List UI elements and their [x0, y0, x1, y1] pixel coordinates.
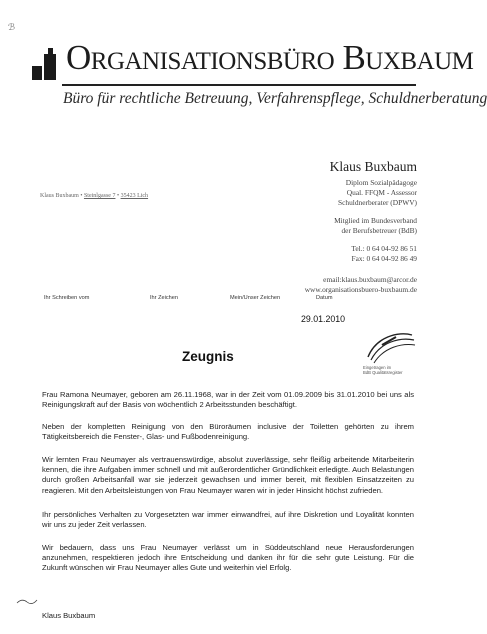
your-letter-label: Ihr Schreiben vom	[44, 295, 90, 301]
your-reference-label: Ihr Zeichen	[150, 295, 178, 301]
body-paragraph: Frau Ramona Neumayer, geboren am 26.11.1968, war in der Zeit vom 01.09.2009 bis 31.01.2010 bei uns als Reinigungskraft auf der Basis von wöchentlich 2 Arbeitsstunden beschäftigt.	[42, 390, 414, 410]
sender-email: email:klaus.buxbaum@arcor.de	[323, 275, 417, 284]
return-address-city: 35423 Lich	[120, 193, 149, 199]
return-address	[40, 193, 148, 199]
body-paragraph: Wir bedauern, dass uns Frau Neumayer verlässt um in Süddeutschland neue Herausforderungen anzunehmen, respektieren jedoch ihre Entscheidung und danken ihr für die sehr gute Leistung. Für die Zukunft wünschen wir Frau Neumayer alles Gute und weiterhin viel Erfolg.	[42, 543, 414, 573]
sender-membership: der Berufsbetreuer (BdB)	[341, 226, 417, 235]
sender-fax: Fax: 0 64 04-92 86 49	[351, 254, 417, 263]
tagline: Büro für rechtliche Betreuung, Verfahrenspflege, Schuldnerberatung	[63, 90, 487, 107]
document-date: 29.01.2010	[301, 314, 346, 324]
quality-seal-icon	[362, 327, 418, 367]
header-rule	[62, 84, 416, 86]
sender-website: www.organisationsbuero-buxbaum.de	[304, 285, 417, 294]
sender-name: Klaus Buxbaum	[329, 159, 417, 174]
return-address-street: Steinlgasse 7	[83, 193, 116, 199]
body-paragraph: Wir lernten Frau Neumayer als vertrauenswürdige, absolut zuverlässige, sehr fleißig arbeitende Mitarbeiterin kennen, die ihre Aufgaben immer schnell und mit außerordentlicher Gründlichkeit erledigte. Auch Belastungen durch großen Arbeitsanfall war sie jederzeit gewachsen und immer bereit, mit flexiblen Einsatzzeiten zu reagieren. Mit den Arbeitsleistungen von Frau Neumayer waren wir in jeder Hinsicht höchst zufrieden.	[42, 455, 414, 495]
sender-qualification: Qual. FFQM - Assessor	[346, 188, 417, 197]
signer-name: Klaus Buxbaum	[42, 611, 96, 620]
document-title: Zeugnis	[182, 349, 234, 364]
body-paragraph: Neben der kompletten Reinigung von den Büroräumen inclusive der Toiletten gehörten zu ihrem Tätigkeitsbereich die Fenster-, Glas- und Fußbodenreinigung.	[42, 422, 414, 442]
body-paragraph: Ihr persönliches Verhalten zu Vorgesetzten war immer einwandfrei, auf ihre Diskretion und Loyalität konnten wir uns zu jeder Zeit verlassen.	[42, 510, 414, 530]
corner-mark: ℬ	[8, 22, 16, 32]
sender-membership: Mitglied im Bundesverband	[334, 216, 417, 225]
sender-title: Diplom Sozialpädagoge	[345, 178, 417, 187]
return-address-separator: •	[78, 193, 84, 199]
seal-caption-line: BdB Qualitätsregister	[363, 370, 403, 375]
seal-caption-line: Eingetragen im	[363, 365, 392, 370]
seal-caption	[363, 365, 403, 375]
sender-phone: Tel.: 0 64 04-92 86 51	[351, 244, 417, 253]
company-name: Organisationsbüro Buxbaum	[66, 38, 474, 77]
logo-icon	[30, 48, 60, 82]
date-label: Datum	[316, 295, 333, 301]
signature-mark-icon	[16, 597, 38, 605]
return-address-separator: •	[115, 193, 121, 199]
our-reference-label: Mein/Unser Zeichen	[230, 295, 281, 301]
return-address-name: Klaus Buxbaum	[40, 193, 79, 199]
sender-qualification: Schuldnerberater (DPWV)	[337, 198, 417, 207]
